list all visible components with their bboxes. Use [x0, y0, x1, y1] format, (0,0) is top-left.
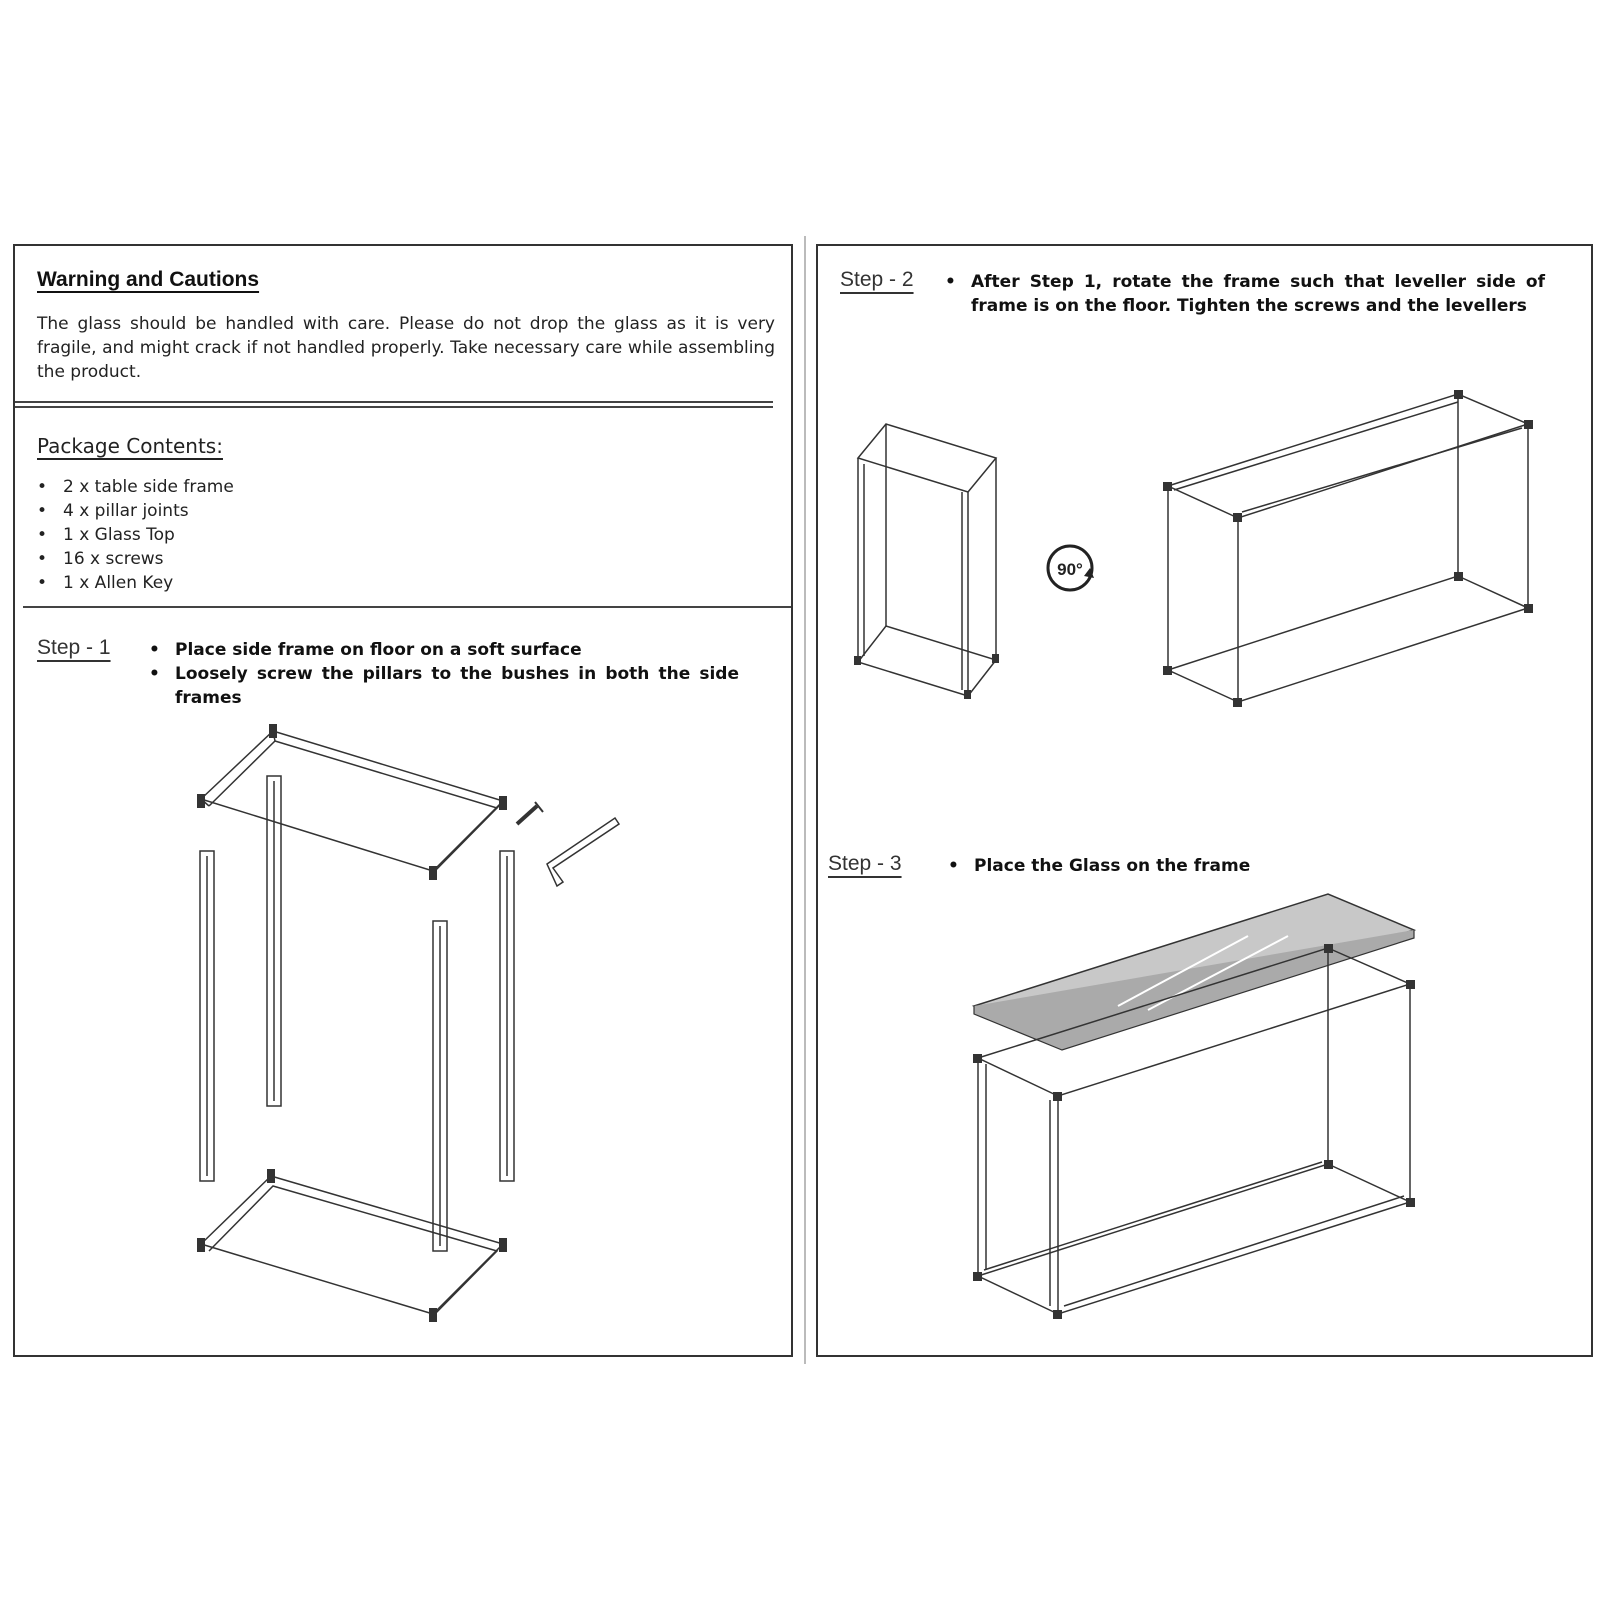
step2-label: Step - 2: [840, 268, 914, 291]
step3-label: Step - 3: [828, 852, 902, 875]
screw-part: [517, 802, 543, 824]
step3-bullet: • Place the Glass on the frame: [948, 854, 1548, 878]
left-panel: [13, 244, 793, 1357]
right-panel: [816, 244, 1593, 1357]
package-item: • 2 x table side frame: [37, 475, 234, 499]
step1-bullet: • Loosely screw the pillars to the bushes in both the side frames: [149, 662, 739, 710]
warning-title: Warning and Cautions: [37, 268, 260, 291]
warning-text: The glass should be handled with care. Please do not drop the glass as it is very fragile, and might crack if not handled properly. Take necessary care while assembling the product.: [37, 314, 775, 382]
step3-glass-drawing: [818, 246, 1595, 1359]
glass-top: [974, 894, 1414, 1050]
pillar-bar: [433, 921, 447, 1251]
step1-bullet: • Place side frame on floor on a soft surface: [149, 638, 739, 662]
step2-bullet: • After Step 1, rotate the frame such that leveller side of frame is on the floor. Tighten the screws and the levellers: [945, 270, 1545, 318]
package-item: • 1 x Glass Top: [37, 523, 234, 547]
rotation-badge-label: 90°: [1057, 560, 1083, 579]
top-side-frame: [201, 731, 503, 875]
step1-exploded-frame-drawing: [15, 246, 795, 1359]
package-item: • 1 x Allen Key: [37, 571, 234, 595]
pillar-bar: [200, 851, 214, 1181]
step1-label: Step - 1: [37, 636, 111, 659]
package-item: • 4 x pillar joints: [37, 499, 234, 523]
pillar-bar: [267, 776, 281, 1106]
center-divider: [804, 236, 806, 1364]
allen-key-part: [547, 818, 619, 886]
package-item: • 16 x screws: [37, 547, 234, 571]
package-title: Package Contents:: [37, 434, 223, 458]
pillar-bar: [500, 851, 514, 1181]
bottom-side-frame: [201, 1176, 503, 1318]
